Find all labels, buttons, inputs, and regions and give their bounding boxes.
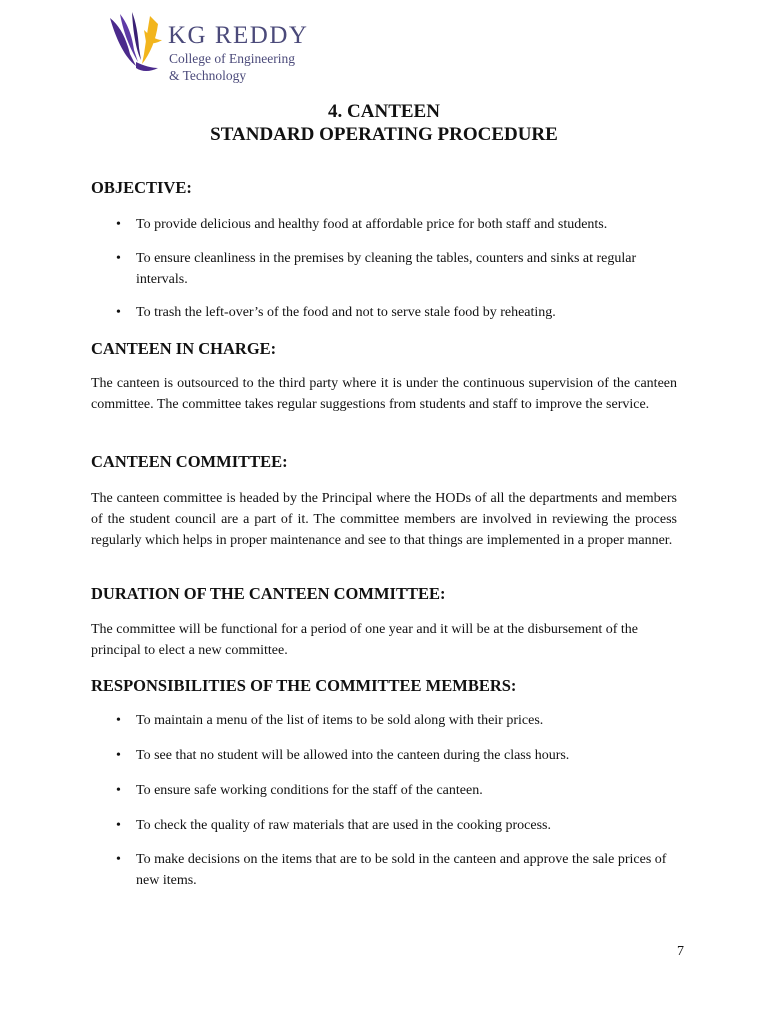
canteen-committee-text: The canteen committee is headed by the Principal where the HODs of all the departments and members of the student council are a part of it. The committee members are involved in reviewing the process regularly which helps in proper maintenance and see to that things are implemented in a proper manner.: [91, 491, 677, 548]
bullet-icon: •: [116, 217, 121, 232]
college-logo: [106, 10, 326, 86]
list-item-text: To maintain a menu of the list of items to be sold along with their prices.: [136, 713, 544, 728]
list-item: [116, 745, 686, 766]
list-item-text: To make decisions on the items that are to be sold in the canteen and approve the sale prices of new items.: [136, 852, 667, 888]
bird-emblem-icon: [106, 10, 166, 74]
list-item-text: To provide delicious and healthy food at affordable price for both staff and students.: [136, 217, 608, 232]
bullet-icon: •: [116, 251, 121, 266]
page-number: 7: [677, 944, 684, 959]
duration-heading: DURATION OF THE CANTEEN COMMITTEE:: [91, 584, 446, 603]
list-item-text: To ensure cleanliness in the premises by cleaning the tables, counters and sinks at regular intervals.: [136, 251, 637, 287]
list-item: [116, 815, 686, 836]
canteen-in-charge-text: The canteen is outsourced to the third party where it is under the continuous supervision of the canteen committee. The committee takes regular suggestions from students and staff to improve the service.: [91, 376, 677, 412]
list-item: [116, 302, 686, 323]
canteen-committee-heading: CANTEEN COMMITTEE:: [91, 452, 288, 471]
list-item: [116, 780, 686, 801]
objective-heading: OBJECTIVE:: [91, 178, 192, 197]
list-item-text: To check the quality of raw materials that are used in the cooking process.: [136, 818, 551, 833]
page-subtitle: STANDARD OPERATING PROCEDURE: [210, 124, 558, 145]
list-item-text: To trash the left-over’s of the food and not to serve stale food by reheating.: [136, 305, 556, 320]
responsibilities-heading: RESPONSIBILITIES OF THE COMMITTEE MEMBERS:: [91, 676, 517, 695]
list-item: [116, 214, 686, 235]
logo-subtitle-line2: & Technology: [169, 68, 247, 83]
logo-subtitle-line1: College of Engineering: [169, 51, 295, 66]
list-item: [116, 849, 686, 891]
logo-name: KG REDDY: [168, 22, 309, 49]
bullet-icon: •: [116, 748, 121, 763]
bullet-icon: •: [116, 713, 121, 728]
bullet-icon: •: [116, 783, 121, 798]
bullet-icon: •: [116, 852, 121, 867]
bullet-icon: •: [116, 818, 121, 833]
list-item: [116, 710, 686, 731]
page-title: 4. CANTEEN: [328, 101, 440, 122]
list-item-text: To see that no student will be allowed into the canteen during the class hours.: [136, 748, 570, 763]
canteen-in-charge-heading: CANTEEN IN CHARGE:: [91, 339, 277, 358]
list-item: [116, 248, 686, 290]
duration-text: The committee will be functional for a period of one year and it will be at the disbursement of the principal to elect a new committee.: [91, 622, 638, 658]
bullet-icon: •: [116, 305, 121, 320]
list-item-text: To ensure safe working conditions for the staff of the canteen.: [136, 783, 483, 798]
